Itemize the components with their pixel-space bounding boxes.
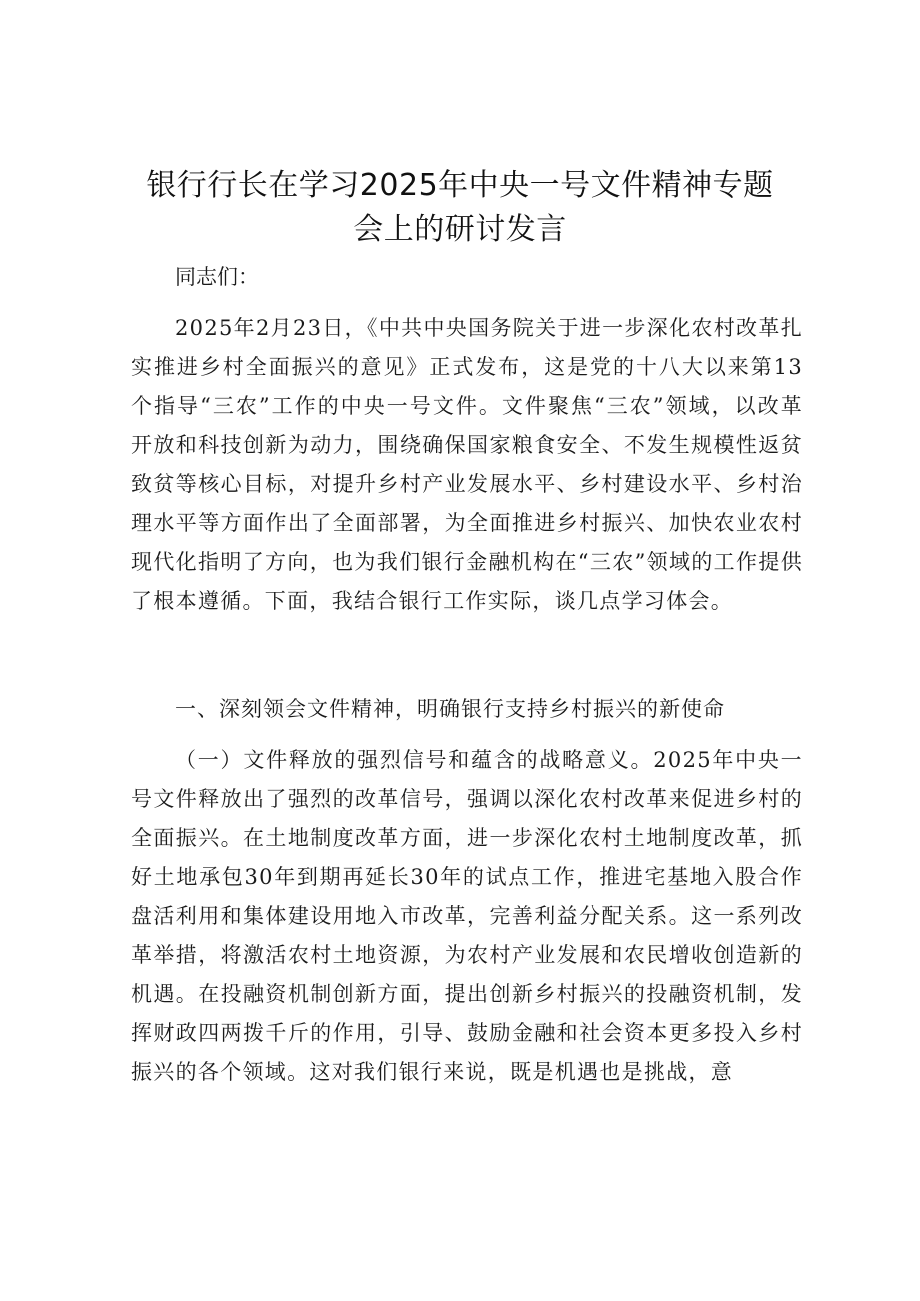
document-title-line1: 银行行长在学习2025年中央一号文件精神专题 — [146, 168, 774, 203]
paragraph-intro: 2025年2月23日，《中共中央国务院关于进一步深化农村改革扎实推进乡村全面振兴的意见》正式发布，这是党的十八大以来第13个指导“三农”工作的中央一号文件。文件聚焦“三农”领域，以改革开放和科技创新为动力，围绕确保国家粮食安全、不发生规模性返贫致贫等核心目标，对提升乡村产业发展水平、乡村建设水平、乡村治理水平等方面作出了全面部署，为全面推进乡村振兴、加快农业农村现代化指明了方向，也为我们银行金融机构在“三农”领域的工作提供了根本遵循。下面，我结合银行工作实际，谈几点学习体会。 — [131, 316, 803, 613]
document-title-line2: 会上的研讨发言 — [353, 212, 567, 247]
salutation: 同志们： — [175, 265, 259, 289]
section-heading-1: 一、深刻领会文件精神，明确银行支持乡村振兴的新使命 — [175, 697, 725, 721]
paragraph-section-1-1: （一）文件释放的强烈信号和蕴含的战略意义。2025年中央一号文件释放出了强烈的改革信号，强调以深化农村改革来促进乡村的全面振兴。在土地制度改革方面，进一步深化农村土地制度改革，抓好土地承包30年到期再延长30年的试点工作，推进宅基地入股合作盘活利用和集体建设用地入市改革，完善利益分配关系。这一系列改革举措，将激活农村土地资源，为农村产业发展和农民增收创造新的机遇。在投融资机制创新方面，提出创新乡村振兴的投融资机制，发挥财政四两拨千斤的作用，引导、鼓励金融和社会资本更多投入乡村振兴的各个领域。这对我们银行来说，既是机遇也是挑战，意 — [131, 748, 803, 1084]
